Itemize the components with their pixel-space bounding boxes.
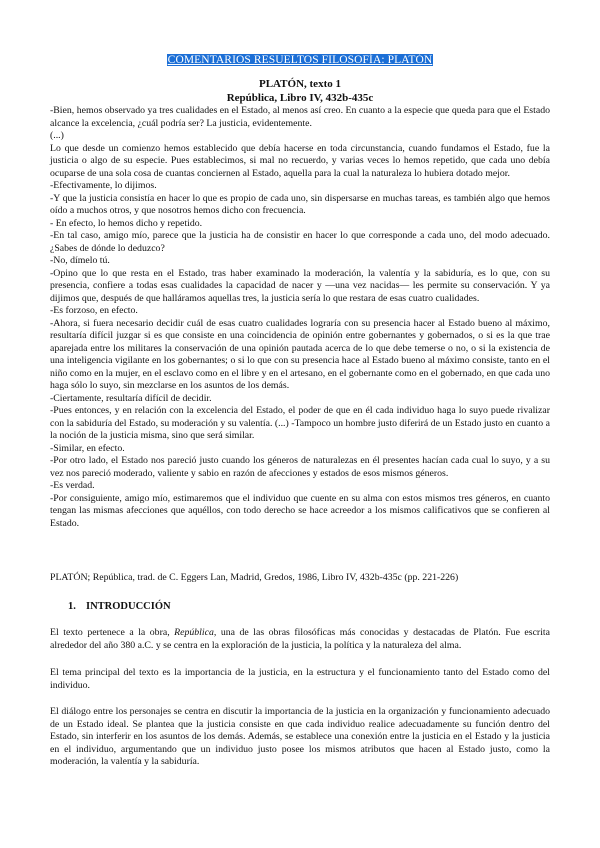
intro-paragraph-1 — [50, 627, 550, 652]
dialog-line: -Y que la justicia consistía en hacer lo que es propio de cada uno, sin dispersarse en muchas tareas, es también algo que hemos oído a muchos otros, y que nosotros hemos dicho con frecuencia. — [50, 192, 550, 216]
text-subheading: República, Libro IV, 432b-435c — [226, 92, 374, 104]
dialog-line: -Ahora, si fuera necesario decidir cuál de esas cuatro cualidades lograría con su presencia hacer al Estado bueno al máximo, resultaría difícil juzgar si es que consiste en una coincidencia de opinión entre gobernantes y gobernados, o si es la que trae aparejada entre los militares la conservación de una opinión pautada acerca de lo que debe temerse o no, o si la existencia de una inteligencia vigilante en los gobernantes; o si lo que con su presencia hace al Estado bueno al máximo consiste, tanto en el niño como en la mujer, en el esclavo como en el libre y en el artesano, en el gobernante como en el gobernado, en que cada uno haga sólo lo suyo, sin mezclarse en los asuntos de los demás. — [50, 317, 550, 391]
dialog-line: -Es verdad. — [50, 480, 95, 491]
dialog-line: -En tal caso, amigo mío, parece que la justicia ha de consistir en hacer lo que corresponde a cada uno, del modo adecuado. ¿Sabes de dónde lo deduzco? — [50, 230, 550, 254]
dialog-excerpt — [50, 105, 550, 530]
dialog-line: -Ciertamente, resultaría difícil de decidir. — [50, 392, 212, 404]
source-citation: PLATÓN; República, trad. de C. Eggers Lan, Madrid, Gredos, 1986, Libro IV, 432b-435c (pp. 221-226) — [50, 572, 459, 583]
dialog-line: -Opino que lo que resta en el Estado, tras haber examinado la moderación, la valentía y la sabiduría, es lo que, con su presencia, confiere a todas esas cualidades la capacidad de nacer y —una vez nacidas— les permite su conservación. Y ya dijimos que, después de que halláramos aquellas tres, la justicia sería lo que restara de esas cuatro cualidades. — [50, 267, 550, 304]
dialog-line: -Es forzoso, en efecto. — [50, 305, 138, 316]
dialog-line: -No, dímelo tú. — [50, 255, 110, 266]
intro-paragraph-3: El diálogo entre los personajes se centra en discutir la importancia de la justicia en la organización y funcionamiento adecuado de un Estado ideal. Se plantea que la justicia consiste en que cada individuo realice adecuadamente su función dentro del Estado, sin interferir en los asuntos de los demás. Además, se establece una conexión entre la justicia en el Estado y la justicia en el individuo, argumentando que un individuo justo posee los mismos atributos que hacen al Estado justo, como la moderación, la valentía y la sabiduría. — [50, 706, 550, 767]
dialog-line: Lo que desde un comienzo hemos establecido que debía hacerse en toda circunstancia, cuando fundamos el Estado, fue la justicia o algo de su especie. Pues establecimos, si mal no recuerdo, y varias veces lo hemos repetido, que cada uno debía ocuparse de una sola cosa de cuantas conciernen al Estado, aquella para la cual la naturaleza lo hubiera dotado mejor. — [50, 142, 550, 179]
dialog-line: -Pues entonces, y en relación con la excelencia del Estado, el poder de que en él cada individuo haga lo suyo puede rivalizar con la sabiduría del Estado, su moderación y su valentía. (...) -Tampoco un hombre justo diferirá de un Estado justo en cuanto a la noción de la justicia misma, sino que será similar. — [50, 405, 550, 441]
dialog-line: (...) — [50, 130, 64, 141]
document-header — [0, 50, 600, 68]
dialog-line: -Bien, hemos observado ya tres cualidades en el Estado, al menos así creo. En cuanto a la especie que queda para que el Estado alcance la excelencia, ¿cuál podría ser? La justicia, evidentemente. — [50, 105, 550, 129]
section-number: 1. — [68, 601, 76, 612]
dialog-line: - En efecto, lo hemos dicho y repetido. — [50, 217, 203, 229]
header-title[interactable]: COMENTARIOS RESUELTOS FILOSOFÍA: PLATÓN — [167, 54, 433, 66]
dialog-line: -Efectivamente, lo dijimos. — [50, 180, 157, 191]
work-title: República — [174, 627, 214, 638]
section-heading — [68, 601, 171, 612]
section-title: INTRODUCCIÓN — [86, 601, 171, 612]
intro-text: El texto pertenece a la obra, — [50, 627, 175, 638]
intro-text: , una de las obras filosóficas más conocidas y destacadas de Platón. Fue escrita alrededor del año 380 a.C. y se centra en la exploración de la justicia, la política y la naturaleza del alma. — [50, 627, 550, 651]
dialog-line: -Por otro lado, el Estado nos pareció justo cuando los géneros de naturalezas en él presentes hacían cada cual lo suyo, y a su vez nos pareció moderado, valiente y sabio en razón de afecciones y estados de esos mismos géneros. — [50, 455, 550, 479]
intro-paragraph-2: El tema principal del texto es la importancia de la justicia, en la estructura y el funcionamiento tanto del Estado como del individuo. — [50, 667, 550, 691]
dialog-line: -Por consiguiente, amigo mío, estimaremos que el individuo que cuente en su alma con estos mismos tres géneros, en cuanto tengan las mismas afecciones que aquéllos, con todo derecho se hace acreedor a los mismos calificativos que se confieren al Estado. — [50, 492, 550, 529]
dialog-line: -Similar, en efecto. — [50, 442, 125, 454]
text-heading: PLATÓN, texto 1 — [259, 78, 341, 90]
